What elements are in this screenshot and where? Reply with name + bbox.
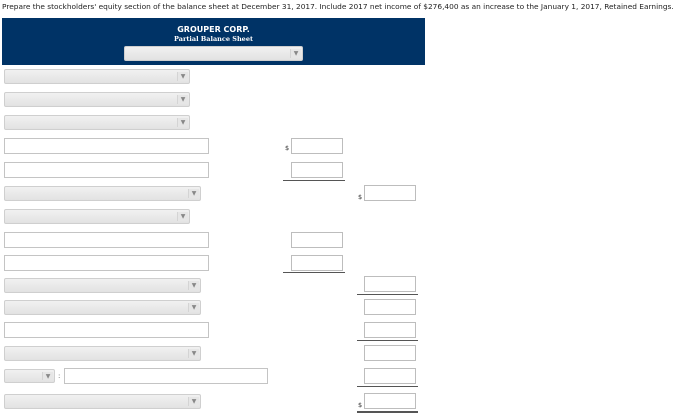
amount-field-8[interactable]: [364, 322, 416, 338]
statement-subtitle: Partial Balance Sheet: [174, 35, 253, 43]
amount-field-4[interactable]: [291, 232, 343, 248]
description-field-4[interactable]: [4, 255, 209, 271]
account-select-7[interactable]: [4, 300, 201, 315]
amount-field-1[interactable]: [291, 138, 343, 154]
chevron-down-icon: ▼: [188, 303, 199, 312]
double-underline: [357, 411, 418, 413]
amount-field-2[interactable]: [291, 162, 343, 178]
colon-separator: :: [58, 372, 61, 380]
description-field-5[interactable]: [4, 322, 209, 338]
amount-field-total[interactable]: [364, 393, 416, 409]
chevron-down-icon: ▼: [177, 212, 188, 221]
account-select-6[interactable]: [4, 278, 201, 293]
description-field-6[interactable]: [64, 368, 268, 384]
small-select[interactable]: [4, 369, 55, 383]
chevron-down-icon: ▼: [188, 189, 199, 198]
description-field-2[interactable]: [4, 162, 209, 178]
amount-field-7[interactable]: [364, 299, 416, 315]
chevron-down-icon: ▼: [188, 349, 199, 358]
description-field-3[interactable]: [4, 232, 209, 248]
account-select-3[interactable]: [4, 115, 190, 130]
account-select-1[interactable]: [4, 69, 190, 84]
account-select-9[interactable]: [4, 394, 201, 409]
chevron-down-icon: ▼: [188, 397, 199, 406]
date-select[interactable]: [124, 46, 303, 61]
amount-field-3[interactable]: [364, 185, 416, 201]
chevron-down-icon: ▼: [177, 72, 188, 81]
subtotal-rule: [283, 180, 345, 181]
chevron-down-icon: ▼: [42, 372, 53, 380]
description-field-1[interactable]: [4, 138, 209, 154]
instructions: Prepare the stockholders' equity section of the balance sheet at December 31, 2017. Include 2017 net income of $276,400 as an increase to the January 1, 2017, Retained Earnings.: [2, 2, 674, 11]
chevron-down-icon: ▼: [177, 95, 188, 104]
amount-field-10[interactable]: [364, 368, 416, 384]
amount-field-9[interactable]: [364, 345, 416, 361]
total-rule: [357, 386, 418, 387]
total-rule: [357, 294, 418, 295]
account-select-5[interactable]: [4, 209, 190, 224]
chevron-down-icon: ▼: [188, 281, 199, 290]
amount-field-5[interactable]: [291, 255, 343, 271]
currency-symbol: $: [285, 144, 290, 152]
amount-field-6[interactable]: [364, 276, 416, 292]
account-select-8[interactable]: [4, 346, 201, 361]
account-select-2[interactable]: [4, 92, 190, 107]
chevron-down-icon: ▼: [290, 49, 301, 58]
currency-symbol: $: [358, 193, 363, 201]
account-select-4[interactable]: [4, 186, 201, 201]
chevron-down-icon: ▼: [177, 118, 188, 127]
subtotal-rule: [283, 272, 345, 273]
total-rule: [357, 340, 418, 341]
currency-symbol: $: [358, 401, 363, 409]
company-name: GROUPER CORP.: [177, 25, 250, 34]
